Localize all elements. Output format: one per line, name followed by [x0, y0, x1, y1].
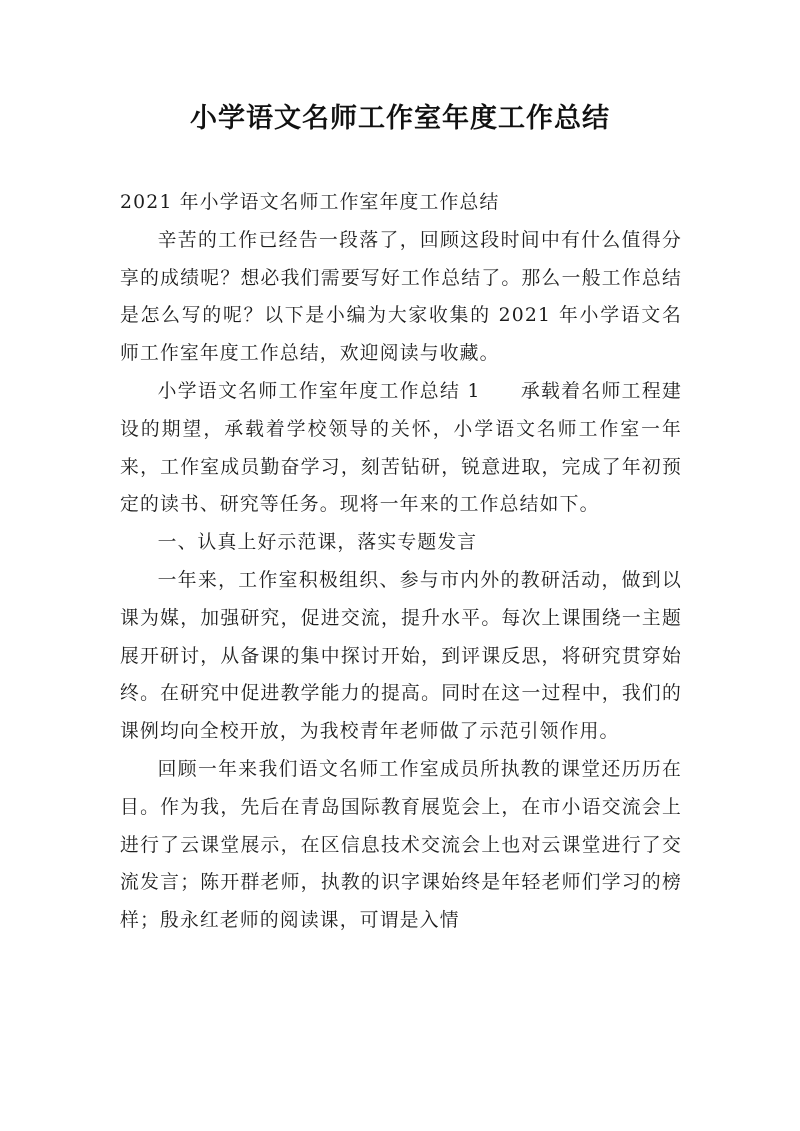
- paragraph-two: 回顾一年来我们语文名师工作室成员所执教的课堂还历历在目。作为我，先后在青岛国际教育展览会上，在市小语交流会上进行了云课堂展示，在区信息技术交流会上也对云课堂进行了交流发言；陈开群老师，执教的识字课始终是年轻老师们学习的榜样；殷永红老师的阅读课，可谓是入情: [120, 758, 682, 932]
- paragraph-one: 一年来，工作室积极组织、参与市内外的教研活动，做到以课为媒，加强研究，促进交流，提升水平。每次上课围绕一主题展开研讨，从备课的集中探讨开始，到评课反思，将研究贯穿始终。在研究中促进教学能力的提高。同时在这一过程中，我们的课例均向全校开放，为我校青年老师做了示范引领作用。: [120, 569, 682, 743]
- document-body: [120, 184, 682, 940]
- heading-one: 一、认真上好示范课，落实专题发言: [157, 532, 478, 554]
- intro-paragraph: 辛苦的工作已经告一段落了，回顾这段时间中有什么值得分享的成绩呢？想必我们需要写好工作总结了。那么一般工作总结是怎么写的呢？以下是小编为大家收集的 2021 年小学语文名师工作室年度工作总结，欢迎阅读与收藏。: [120, 229, 682, 365]
- document-title: 小学语文名师工作室年度工作总结: [190, 103, 610, 134]
- section-text: 承载着名师工程建设的期望，承载着学校领导的关怀，小学语文名师工作室一年来，工作室成员勤奋学习，刻苦钻研，锐意进取，完成了年初预定的读书、研究等任务。现将一年来的工作总结如下。: [120, 380, 682, 516]
- document-subtitle: 2021 年小学语文名师工作室年度工作总结: [120, 192, 500, 213]
- section-heading: 小学语文名师工作室年度工作总结 1: [157, 380, 481, 402]
- section-paragraph: [120, 373, 682, 524]
